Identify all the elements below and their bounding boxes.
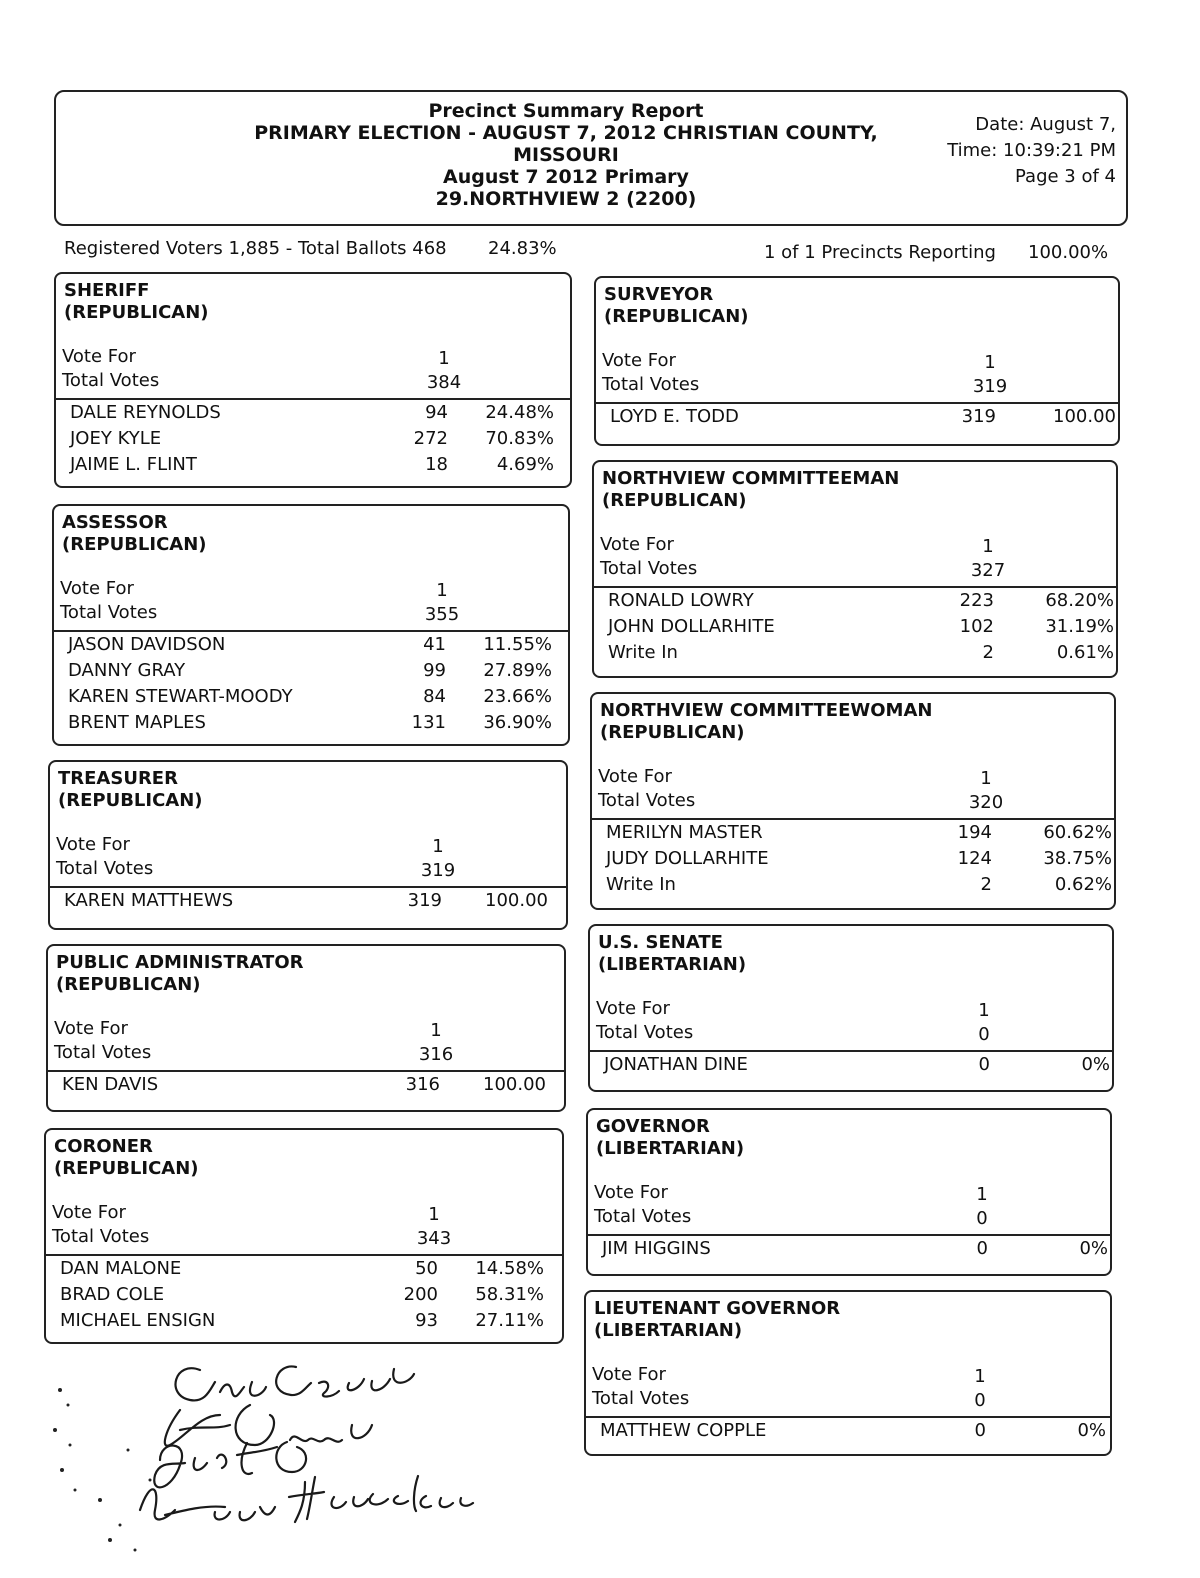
candidate-row [50,890,566,916]
report-date: Date: August 7, [975,114,1116,135]
race-title [64,280,209,324]
office-name: NORTHVIEW COMMITTEEMAN [602,468,900,489]
vote-for-value: 1 [438,348,450,369]
race-box [588,924,1114,1092]
vote-for-label: Vote For [592,1364,666,1385]
candidate-votes: 131 [411,712,446,733]
candidate-votes: 223 [959,590,994,611]
total-votes-value: 316 [418,1044,454,1065]
vote-for-label: Vote For [602,350,676,371]
candidate-name: RONALD LOWRY [608,590,754,611]
race-box [46,944,566,1112]
candidate-votes: 102 [959,616,994,637]
candidate-percent: 58.31% [475,1284,544,1305]
candidate-name: BRENT MAPLES [68,712,206,733]
precincts-reporting: 1 of 1 Precincts Reporting [764,242,996,263]
candidate-row [54,634,568,660]
party-name: (LIBERTARIAN) [596,1138,745,1159]
candidate-percent: 60.62% [1043,822,1112,843]
signature-4 [140,1476,473,1522]
vote-for-value: 1 [432,836,444,857]
divider [590,1050,1112,1052]
candidate-row [590,1054,1112,1080]
candidate-votes: 2 [980,874,992,895]
vote-for-value: 1 [974,1366,986,1387]
party-name: (REPUBLICAN) [602,490,747,511]
office-name: GOVERNOR [596,1116,710,1137]
candidate-row [586,1420,1110,1446]
vote-for-label: Vote For [594,1182,668,1203]
candidate-name: LOYD E. TODD [610,406,739,427]
candidate-votes: 0 [976,1238,988,1259]
race-title [56,952,304,996]
candidate-votes: 2 [982,642,994,663]
total-votes-value: 384 [426,372,462,393]
divider [594,586,1116,588]
candidate-name: Write In [608,642,678,663]
candidate-row [592,874,1114,900]
office-name: SURVEYOR [604,284,714,305]
race-box [44,1128,564,1344]
candidate-percent: 27.11% [475,1310,544,1331]
candidate-votes: 194 [957,822,992,843]
candidate-votes: 0 [974,1420,986,1441]
party-name: (REPUBLICAN) [58,790,203,811]
header-title-block [226,100,906,210]
total-votes-value: 319 [972,376,1008,397]
race-title [54,1136,199,1180]
office-name: LIEUTENANT GOVERNOR [594,1298,841,1319]
candidate-row [54,712,568,738]
candidate-percent: 100.00 [1053,406,1116,427]
total-votes-label: Total Votes [592,1388,690,1409]
candidate-name: BRAD COLE [60,1284,165,1305]
race-box [594,276,1120,446]
total-votes-value: 0 [978,1024,990,1045]
candidate-name: JOHN DOLLARHITE [608,616,775,637]
turnout-percent: 24.83% [488,238,557,259]
total-votes-label: Total Votes [594,1206,692,1227]
vote-for-value: 1 [430,1020,442,1041]
vote-for-label: Vote For [60,578,134,599]
total-votes-value: 327 [970,560,1006,581]
reporting-percent: 100.00% [1028,242,1109,263]
office-name: NORTHVIEW COMMITTEEWOMAN [600,700,933,721]
race-box [592,460,1118,678]
total-votes-value: 0 [976,1208,988,1229]
candidate-votes: 41 [423,634,446,655]
candidate-votes: 99 [423,660,446,681]
office-name: CORONER [54,1136,153,1157]
party-name: (REPUBLICAN) [54,1158,199,1179]
divider [596,402,1118,404]
race-box [586,1108,1112,1276]
office-name: ASSESSOR [62,512,168,533]
vote-for-value: 1 [976,1184,988,1205]
vote-for-value: 1 [980,768,992,789]
candidate-name: KAREN STEWART-MOODY [68,686,293,707]
total-votes-label: Total Votes [52,1226,150,1247]
candidate-name: Write In [606,874,676,895]
candidate-votes: 0 [978,1054,990,1075]
vote-for-label: Vote For [56,834,130,855]
candidate-name: KEN DAVIS [62,1074,159,1095]
candidate-percent: 27.89% [483,660,552,681]
candidate-row [54,660,568,686]
candidate-percent: 4.69% [496,454,554,475]
vote-for-value: 1 [982,536,994,557]
candidate-row [592,848,1114,874]
candidate-name: MERILYN MASTER [606,822,763,843]
candidate-row [592,822,1114,848]
vote-for-label: Vote For [600,534,674,555]
party-name: (LIBERTARIAN) [594,1320,743,1341]
total-votes-value: 319 [420,860,456,881]
candidate-name: DAN MALONE [60,1258,182,1279]
candidate-row [46,1284,562,1310]
candidate-percent: 100.00 [485,890,548,911]
candidate-name: JOEY KYLE [70,428,162,449]
race-box [54,272,572,488]
total-votes-label: Total Votes [598,790,696,811]
candidate-percent: 38.75% [1043,848,1112,869]
candidate-name: JUDY DOLLARHITE [606,848,769,869]
candidate-name: DANNY GRAY [68,660,186,681]
candidate-votes: 319 [961,406,996,427]
candidate-row [46,1310,562,1336]
candidate-row [594,590,1116,616]
candidate-votes: 84 [423,686,446,707]
report-time: Time: 10:39:21 PM [947,140,1116,161]
total-votes-label: Total Votes [62,370,160,391]
total-votes-label: Total Votes [54,1042,152,1063]
party-name: (REPUBLICAN) [62,534,207,555]
election-name: PRIMARY ELECTION - AUGUST 7, 2012 CHRISTIAN COUNTY, [254,122,878,144]
candidate-percent: 14.58% [475,1258,544,1279]
divider [48,1070,564,1072]
candidate-votes: 94 [425,402,448,423]
total-votes-label: Total Votes [60,602,158,623]
total-votes-label: Total Votes [596,1022,694,1043]
party-name: (REPUBLICAN) [600,722,745,743]
candidate-percent: 0% [1081,1054,1110,1075]
signature-1 [176,1366,414,1400]
office-name: TREASURER [58,768,178,789]
party-name: (REPUBLICAN) [56,974,201,995]
candidate-percent: 0.61% [1056,642,1114,663]
race-title [594,1298,840,1342]
party-name: (LIBERTARIAN) [598,954,747,975]
candidate-percent: 70.83% [485,428,554,449]
total-votes-value: 343 [416,1228,452,1249]
race-box [52,504,570,746]
vote-for-value: 1 [978,1000,990,1021]
race-title [600,700,932,744]
candidate-row [594,642,1116,668]
race-title [604,284,749,328]
vote-for-value: 1 [984,352,996,373]
candidate-percent: 11.55% [483,634,552,655]
race-box [590,692,1116,910]
candidate-percent: 0% [1077,1420,1106,1441]
precinct-name: 29.NORTHVIEW 2 (2200) [435,188,697,210]
candidate-votes: 50 [415,1258,438,1279]
candidate-votes: 124 [957,848,992,869]
vote-for-label: Vote For [62,346,136,367]
candidate-percent: 24.48% [485,402,554,423]
race-title [596,1116,744,1160]
divider [50,886,566,888]
election-state: MISSOURI [513,144,619,166]
candidate-votes: 316 [405,1074,440,1095]
candidate-row [588,1238,1110,1264]
candidate-votes: 93 [415,1310,438,1331]
vote-for-label: Vote For [598,766,672,787]
candidate-name: JAIME L. FLINT [70,454,197,475]
total-votes-label: Total Votes [602,374,700,395]
candidate-name: MATTHEW COPPLE [600,1420,767,1441]
vote-for-label: Vote For [52,1202,126,1223]
race-title [62,512,207,556]
candidate-name: JASON DAVIDSON [68,634,226,655]
race-box [584,1290,1112,1456]
candidate-row [594,616,1116,642]
signatures [40,1350,560,1570]
office-name: PUBLIC ADMINISTRATOR [56,952,304,973]
total-votes-label: Total Votes [600,558,698,579]
party-name: (REPUBLICAN) [604,306,749,327]
candidate-row [56,428,570,454]
candidate-percent: 0.62% [1054,874,1112,895]
vote-for-value: 1 [428,1204,440,1225]
candidate-row [56,402,570,428]
report-header [54,90,1128,226]
candidate-votes: 18 [425,454,448,475]
vote-for-value: 1 [436,580,448,601]
candidate-name: JONATHAN DINE [604,1054,748,1075]
candidate-name: DALE REYNOLDS [70,402,221,423]
candidate-percent: 23.66% [483,686,552,707]
total-votes-value: 0 [974,1390,986,1411]
divider [586,1416,1110,1418]
total-votes-label: Total Votes [56,858,154,879]
race-title [58,768,203,812]
candidate-percent: 36.90% [483,712,552,733]
candidate-row [596,406,1118,432]
candidate-row [54,686,568,712]
vote-for-label: Vote For [54,1018,128,1039]
candidate-votes: 319 [407,890,442,911]
candidate-row [56,454,570,480]
candidate-percent: 0% [1079,1238,1108,1259]
signature-2 [165,1405,372,1446]
candidate-percent: 68.20% [1045,590,1114,611]
election-subtitle: August 7 2012 Primary [443,166,689,188]
race-box [48,760,568,930]
candidate-votes: 200 [403,1284,438,1305]
report-title: Precinct Summary Report [428,100,704,122]
total-votes-value: 320 [968,792,1004,813]
office-name: SHERIFF [64,280,150,301]
candidate-row [46,1258,562,1284]
candidate-percent: 100.00 [483,1074,546,1095]
divider [54,630,568,632]
race-title [598,932,746,976]
candidate-votes: 272 [413,428,448,449]
header-meta [947,112,1116,190]
party-name: (REPUBLICAN) [64,302,209,323]
total-votes-value: 355 [424,604,460,625]
candidate-name: KAREN MATTHEWS [64,890,234,911]
office-name: U.S. SENATE [598,932,723,953]
divider [46,1254,562,1256]
candidate-row [48,1074,564,1100]
race-title [602,468,899,512]
divider [592,818,1114,820]
candidate-name: MICHAEL ENSIGN [60,1310,216,1331]
candidate-name: JIM HIGGINS [602,1238,711,1259]
registered-voters: Registered Voters 1,885 - Total Ballots 468 [64,238,447,259]
vote-for-label: Vote For [596,998,670,1019]
divider [588,1234,1110,1236]
signature-3 [154,1442,306,1487]
divider [56,398,570,400]
candidate-percent: 31.19% [1045,616,1114,637]
page-number: Page 3 of 4 [1015,166,1116,187]
